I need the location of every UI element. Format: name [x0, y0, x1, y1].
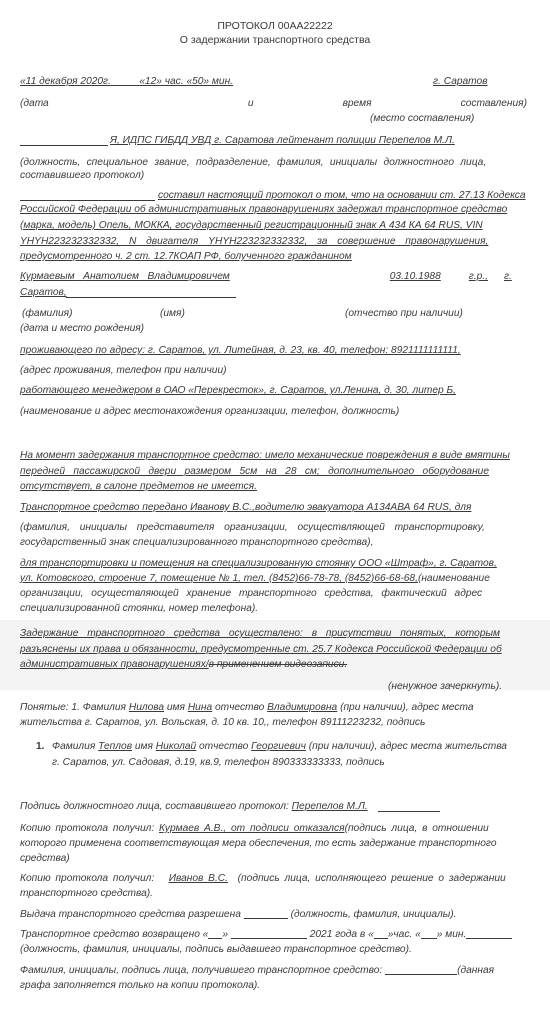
returned-line: Транспортное средство возвращено « » 2021 года в « »час. « » мин.	[20, 928, 512, 941]
officer-fill-line	[20, 145, 108, 146]
caption-patronymic: (отчество при наличии)	[345, 308, 463, 319]
residence-caption: (адрес проживания, телефон при наличии)	[20, 365, 227, 376]
condition-line-1: На момент задержания транспортное средство: имело механические повреждения в виде вмятины	[20, 450, 510, 461]
witness-1-line-1: Понятые: 1. Фамилия Нилова имя Нина отчество Владимировна (при наличии), адрес места	[20, 702, 474, 713]
witnessed-line-2: разъяснены их права и обязанности, предусмотренные ст. 25.7 Кодекса Российской Федерации об	[20, 644, 502, 655]
witnessed-line-3: административных правонарушениях/в применением видеозаписи.	[20, 659, 348, 670]
date-value: «11 декабря 2020г.	[20, 76, 111, 87]
witness-1-name: Нина	[187, 702, 213, 713]
citizen-city: Саратов,	[20, 287, 67, 298]
caption-birth: (дата и место рождения)	[20, 323, 145, 334]
copy-1-line-1: Копию протокола получил: Курмаев А.В., от подписи отказался(подпись лица, в отношении	[20, 823, 489, 834]
date-caption: (дата и время составления)	[20, 98, 527, 109]
statement-line-5: предусмотренного ч. 2 ст. 12.7КОАП РФ, болученного гражданином	[20, 251, 352, 262]
work-value: работающего менеджером в ОАО «Перекресток», г. Саратов, ул.Ленина, д. 30, литер Б,	[20, 385, 456, 396]
citizen-line: Курмаевым Анатолием Владимировичем 03.10.1988 г.р., г.	[20, 271, 512, 282]
officer-caption-1: (должность, специальное звание, подразделение, фамилия, инициалы должностного лица,	[20, 157, 487, 168]
witnessed-caption: (ненужное зачеркнуть).	[388, 681, 503, 692]
copy-2-line-2: транспортного средства).	[20, 888, 154, 899]
place-value: г. Саратов	[433, 76, 488, 87]
place-caption: (место составления)	[370, 113, 475, 124]
statement-line-4: YHYH223232332332, N двигателя YHYH223232332332, за совершение правонарушения,	[20, 236, 489, 247]
citizen-birth: 03.10.1988	[389, 271, 441, 282]
citizen-surname: Курмаевым	[20, 271, 75, 282]
transfer-value: Транспортное средство передано Иванову В.С.,водителю эвакуатора А134АВА 64 RUS, для	[20, 502, 472, 513]
signature-fill-line	[378, 811, 440, 812]
copy-1-line-3: средства)	[20, 853, 70, 864]
receiver-caption: графа заполняется только на копии протокола).	[20, 980, 261, 991]
release-line: Выдача транспортного средства разрешена (должность, фамилия, инициалы).	[20, 909, 457, 920]
witness-2-surname: Теплов	[98, 741, 133, 752]
struck-option: в применением видеозаписи.	[208, 659, 348, 670]
statement-line-2: Российской Федерации об административных правонарушениях задержал транспортное средство	[20, 204, 508, 215]
officer-caption-2: составившего протокол)	[20, 170, 145, 181]
witness-2-number: 1.	[36, 741, 45, 752]
hour-value: «12» час.	[139, 76, 184, 87]
storage-line-2: ул. Котовского, строение 7, помещение № 1, тел. (8452)66-78-78, (8452)66-68-68,(наименование	[20, 573, 490, 584]
signature-line: Подпись должностного лица, составившего протокол: Перепелов М.Л.	[20, 801, 368, 812]
statement-line-3: (марка, модель) Опель, МОККА, государственный регистрационный знак А 434 КА 64 RUS, VIN	[20, 220, 483, 231]
citizen-name: Анатолием	[83, 271, 139, 282]
copy-2-recipient: Иванов В.С.	[168, 873, 228, 884]
caption-surname: (фамилия)	[22, 308, 73, 319]
work-caption: (наименование и адрес местонахождения организации, телефон, должность)	[20, 406, 400, 417]
storage-line-3: организации, осуществляющей хранение транспортного средства, фактический адрес	[20, 588, 483, 599]
residence-value: проживающего по адресу: г. Саратов, ул. Литейная, д. 23, кв. 40, телефон: 8921111111111,	[20, 345, 461, 356]
minute-value: «50» мин.	[186, 76, 234, 87]
document-subtitle: О задержании транспортного средства	[179, 34, 371, 46]
condition-line-2: передней пассажирской двери размером 5см на 28 см; дополнительного оборудование	[20, 466, 490, 477]
condition-line-3: отсутствует, в салоне предметов не имеется.	[20, 481, 257, 492]
witness-2-line-2: г. Саратов, ул. Садовая, д.19, кв.9, телефон 890333333333, подпись	[52, 757, 385, 768]
date-time-line	[20, 75, 488, 88]
copy-2-line-1: Копию протокола получил: Иванов В.С. (подпись лица, исполняющего решение о задержании	[20, 873, 506, 884]
statement-line-1: составил настоящий протокол о том, что на основании ст. 27.13 Кодекса	[158, 190, 526, 201]
statement-fill-line	[20, 200, 155, 201]
witness-1-surname: Нилова	[128, 702, 165, 713]
citizen-patronymic: Владимировичем	[147, 271, 230, 282]
document-title: ПРОТОКОЛ 00АА22222	[217, 20, 333, 32]
witness-1-line-2: жительства г. Саратов, ул. Вольская, д. 10 кв. 10,, телефон 89111223232, подпись	[20, 717, 426, 728]
witness-2-name: Николай	[155, 741, 197, 752]
citizen-fill-line	[66, 297, 236, 298]
witnessed-line-1: Задержание транспортного средства осуществлено: в присутствии понятых, которым	[20, 628, 500, 639]
copy-1-line-2: которого применена соответствующая мера обеспечения, то есть задержание транспортного	[20, 838, 497, 849]
receiver-line: Фамилия, инициалы, подпись лица, получившего транспортное средство: (данная	[20, 965, 495, 976]
transfer-caption-2: государственный знак специализированного транспортного средства),	[20, 537, 374, 548]
storage-line-4: специализированной стоянки, номер телефона).	[20, 603, 259, 614]
witness-2-patronymic: Георгиевич	[251, 741, 306, 752]
caption-name: (имя)	[160, 308, 185, 319]
witness-2-line-1: Фамилия Теплов имя Николай отчество Георгиевич (при наличии), адрес места жительства	[52, 741, 507, 752]
officer-value: Я, ИДПС ГИБДД УВД г. Саратова лейтенант полиции Перепелов М.Л.	[110, 135, 455, 146]
copy-1-recipient: Курмаев А.В., от подписи отказался	[159, 823, 345, 834]
signature-name: Перепелов М.Л.	[291, 801, 368, 812]
witness-1-patronymic: Владимировна	[267, 702, 338, 713]
transfer-caption-1: (фамилия, инициалы представителя организации, осуществляющей транспортировку,	[20, 522, 485, 533]
returned-caption: (должность, фамилия, инициалы, подпись выдавшего транспортное средство).	[20, 944, 412, 955]
storage-line-1: для транспортировки и помещения на специализированную стоянку ООО «Штраф», г. Саратов,	[20, 558, 497, 569]
